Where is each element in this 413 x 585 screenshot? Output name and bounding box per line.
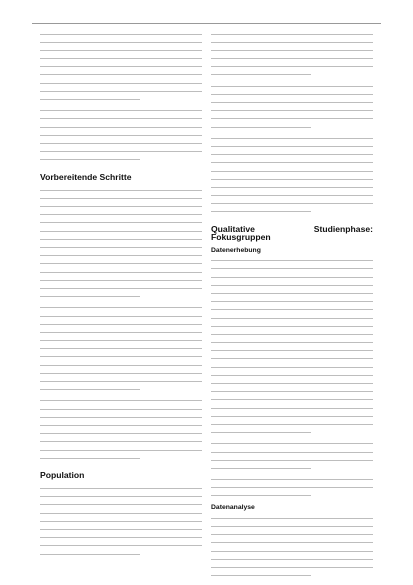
right-column (211, 30, 373, 565)
body-paragraph (40, 107, 202, 164)
body-paragraph (40, 304, 202, 394)
running-header (32, 11, 381, 24)
body-paragraph (211, 476, 373, 501)
body-paragraph (40, 397, 202, 463)
body-paragraph (211, 134, 373, 216)
section-heading: Qualitative Studienphase: Fokusgruppen (211, 224, 373, 243)
body-paragraph (211, 82, 373, 131)
subheading: Datenanalyse (211, 504, 255, 512)
body-paragraph (40, 186, 202, 301)
body-paragraph (211, 257, 373, 437)
body-paragraph (211, 440, 373, 473)
body-paragraph (40, 30, 202, 104)
body-paragraph (40, 485, 202, 559)
section-heading: Vorbereitende Schritte (40, 172, 132, 182)
page-footer (32, 565, 381, 575)
body-paragraph (211, 30, 373, 79)
subheading: Datenerhebung (211, 246, 261, 254)
section-heading: Population (40, 470, 85, 481)
left-column (40, 30, 202, 565)
